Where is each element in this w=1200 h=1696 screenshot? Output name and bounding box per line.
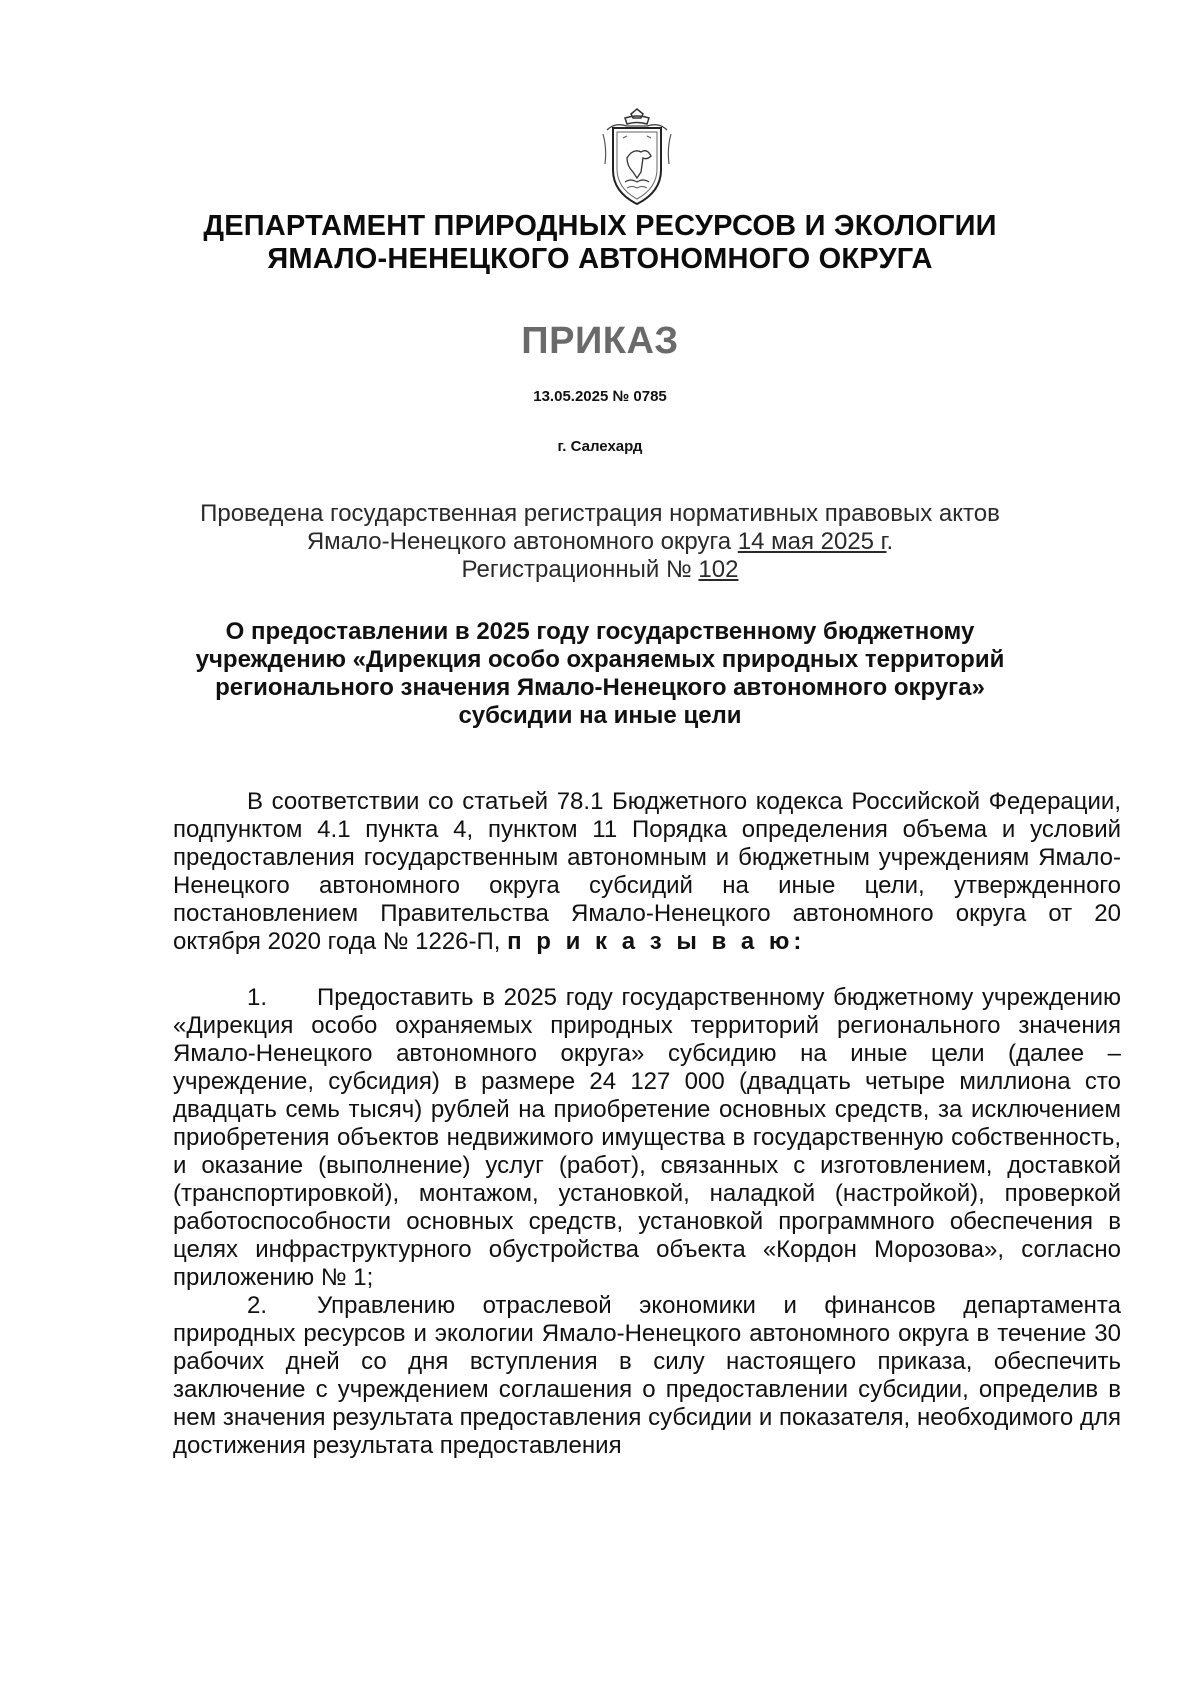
order-subject-heading <box>150 618 1050 730</box>
subject-line-4: субсидии на иные цели <box>458 702 742 729</box>
department-line-1: ДЕПАРТАМЕНТ ПРИРОДНЫХ РЕСУРСОВ И ЭКОЛОГИИ <box>203 210 997 242</box>
subject-line-1: О предоставлении в 2025 году государственному бюджетному <box>225 618 975 645</box>
order-word: п р и к а з ы в а ю: <box>507 928 806 955</box>
subject-line-2: учреждению «Дирекция особо охраняемых природных территорий <box>195 646 1005 673</box>
registration-line-1: Проведена государственная регистрация нормативных правовых актов <box>200 500 1000 527</box>
subject-line-3: регионального значения Ямало-Ненецкого автономного округа» <box>215 674 985 701</box>
city-name: г. Салехард <box>557 438 643 455</box>
registration-number: 102 <box>698 556 739 583</box>
item-2-text: Управлению отраслевой экономики и финансов департамента природных ресурсов и экологии Ямало-Ненецкого автономного округа в течение 30 рабочих дней со дня вступления в силу настоящего приказа, обеспечить заключение с учреждением соглашения о предоставлении субсидии, определив в нем значения результата предоставления субсидии и показателя, необходимого для достижения результата предоставления <box>173 1292 1121 1459</box>
coat-of-arms-emblem <box>597 108 677 208</box>
order-body <box>173 788 1121 1460</box>
registration-line-2-prefix: Ямало-Ненецкого автономного округа <box>306 528 732 555</box>
item-1-number: 1. <box>247 984 268 1011</box>
document-type-title: ПРИКАЗ <box>521 320 679 362</box>
registration-date: 14 мая 2025 г <box>737 528 887 555</box>
department-title <box>100 210 1100 276</box>
order-item-2 <box>173 1292 1121 1460</box>
registration-line-2 <box>100 528 1100 556</box>
preamble-text: В соответствии со статьей 78.1 Бюджетного кодекса Российской Федерации, подпунктом 4.1 пункта 4, пунктом 11 Порядка определения объема и условий предоставления государственным автономным и бюджетным учреждениям Ямало-Ненецкого автономного округа субсидий на иные цели, утвержденного постановлением Правительства Ямало-Ненецкого автономного округа от 20 октября 2020 года № 1226-П, <box>173 788 1121 955</box>
department-line-2: ЯМАЛО-НЕНЕЦКОГО АВТОНОМНОГО ОКРУГА <box>267 243 933 275</box>
registration-note <box>100 500 1100 584</box>
order-item-1 <box>173 984 1121 1292</box>
preamble-paragraph <box>173 788 1121 956</box>
registration-line-2-suffix: . <box>886 528 894 555</box>
registration-line-3 <box>100 556 1100 584</box>
order-date-number: 13.05.2025 № 0785 <box>533 388 667 405</box>
item-1-text: Предоставить в 2025 году государственному бюджетному учреждению «Дирекция особо охраняемых природных территорий регионального значения Ямало-Ненецкого автономного округа» субсидию на иные цели (далее – учреждение, субсидия) в размере 24 127 000 (двадцать четыре миллиона сто двадцать семь тысяч) рублей на приобретение основных средств, за исключением приобретения объектов недвижимого имущества в государственную собственность, и оказание (выполнение) услуг (работ), связанных с изготовлением, доставкой (транспортировкой), монтажом, установкой, наладкой (настройкой), проверкой работоспособности основных средств, установкой программного обеспечения в целях инфраструктурного обустройства объекта «Кордон Морозова», согласно приложению № 1; <box>173 984 1121 1291</box>
item-2-number: 2. <box>247 1292 268 1319</box>
registration-number-label: Регистрационный № <box>461 556 692 583</box>
